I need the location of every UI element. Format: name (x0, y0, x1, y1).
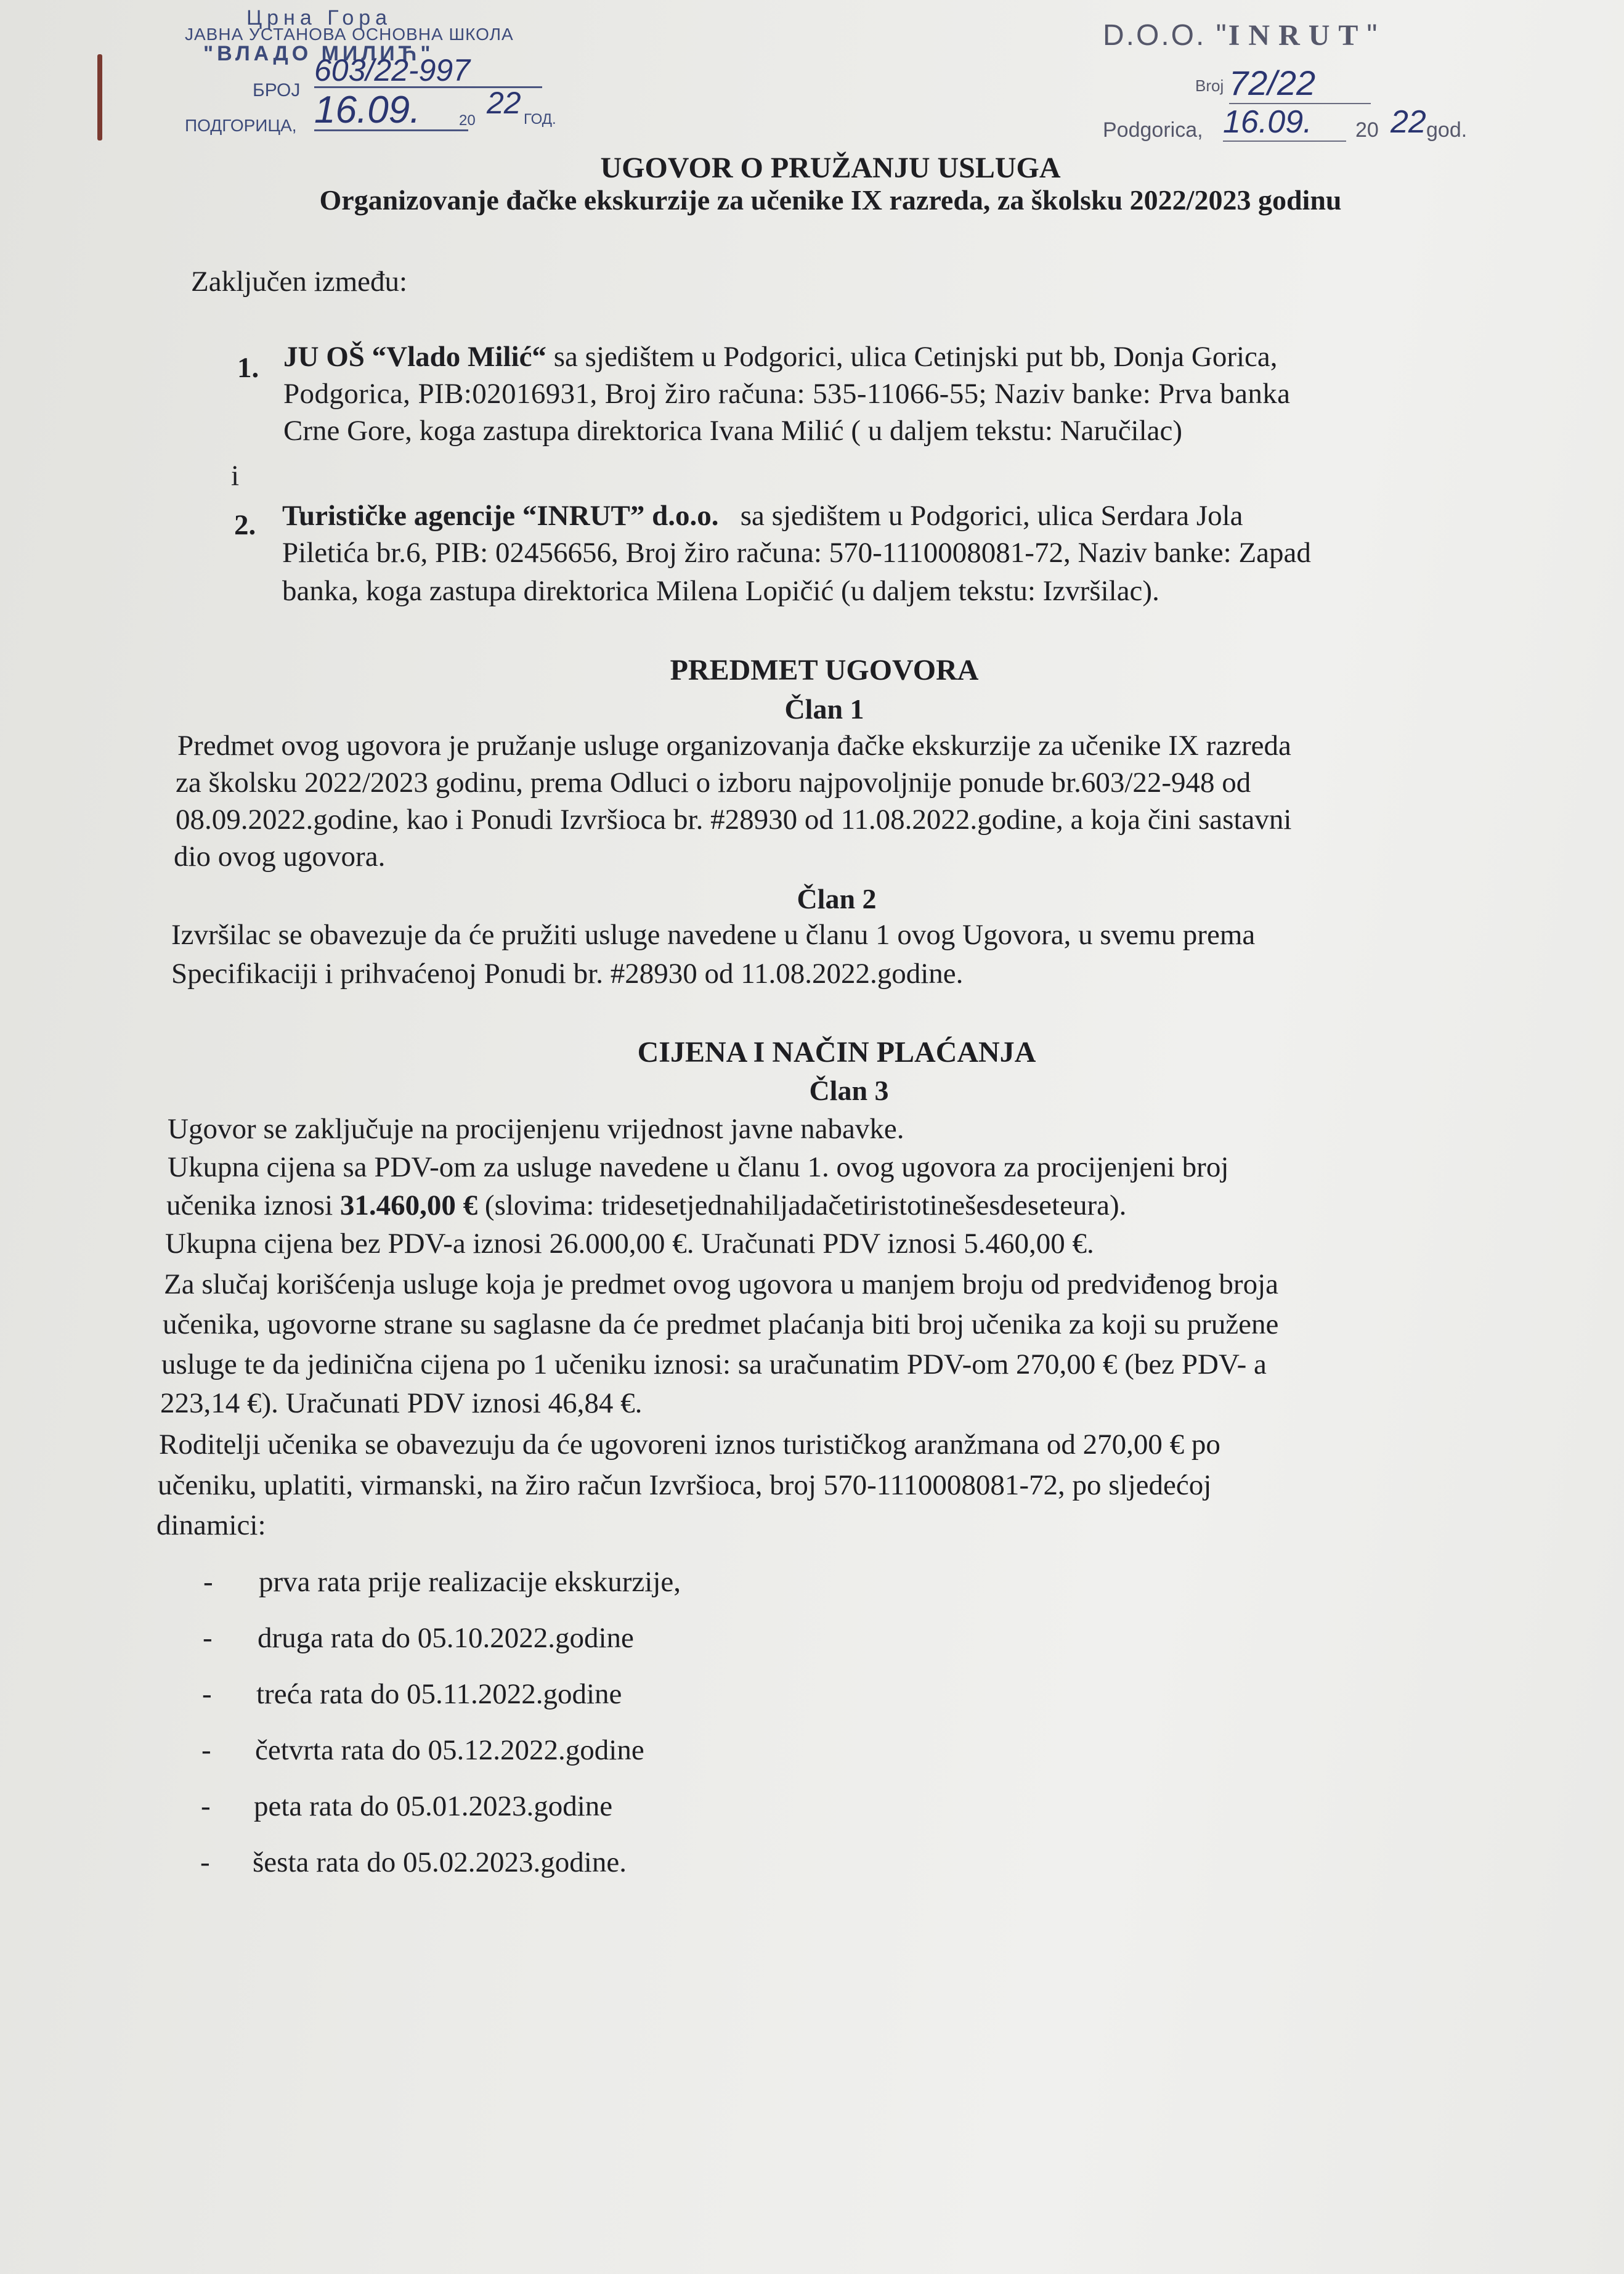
installment-item: druga rata do 05.10.2022.godine (258, 1622, 634, 1654)
agency-year-prefix: 20 (1355, 118, 1379, 142)
installment-dash: - (201, 1734, 211, 1766)
article-1-line1: Predmet ovog ugovora je pružanje usluge organizovanja đačke ekskurzije za učenike IX razreda (177, 730, 1291, 762)
article-1-line3: 08.09.2022.godine, kao i Ponudi Izvršioca br. #28930 od 11.08.2022.godine, a koja čini sastavni (176, 804, 1292, 836)
article-3-line11: dinamici: (156, 1509, 266, 1541)
stamp-year-prefix: 20 (459, 112, 476, 129)
red-pen-mark (97, 54, 102, 141)
stamp-god-label: ГОД. (524, 111, 556, 128)
installment-dash: - (203, 1622, 213, 1654)
article-3-line8: 223,14 €). Uračunati PDV iznosi 46,84 €. (160, 1387, 643, 1419)
agency-god-label: god. (1426, 118, 1468, 142)
article-2-heading: Član 2 (797, 883, 877, 915)
stamp-number-label: БРОЈ (253, 80, 301, 100)
installment-item: prva rata prije realizacije ekskurzije, (259, 1566, 681, 1598)
document-title: UGOVOR O PRUŽANJU USLUGA (600, 152, 1061, 184)
section-price-title: CIJENA I NAČIN PLAĆANJA (637, 1036, 1036, 1069)
stamp-handwritten-date: 16.09. (314, 91, 468, 131)
installment-item: treća rata do 05.11.2022.godine (256, 1678, 622, 1710)
article-1-line2: za školsku 2022/2023 godinu, prema Odluci o izboru najpovoljnije ponude br.603/22-948 od (176, 767, 1251, 799)
stamp-handwritten-year: 22 (487, 86, 521, 120)
document-subtitle: Organizovanje đačke ekskurzije za učenike IX razreda, za školsku 2022/2023 godinu (319, 184, 1342, 216)
section-subject-title: PREDMET UGOVORA (670, 654, 979, 687)
article-3-heading: Član 3 (809, 1075, 889, 1106)
article-3-line2: Ukupna cijena sa PDV-om za usluge navedene u članu 1. ovog ugovora za procijenjeni broj (168, 1151, 1229, 1183)
party2-line1: Turističke agencije “INRUT” d.o.o. sa sjedištem u Podgorici, ulica Serdara Jola (282, 500, 1243, 532)
agency-number-label: Broj (1195, 76, 1224, 95)
article-3-line5: Za slučaj korišćenja usluge koja je predmet ovog ugovora u manjem broju od predviđenog broja (164, 1268, 1278, 1300)
party1-line3: Crne Gore, koga zastupa direktorica Ivana Milić ( u daljem tekstu: Naručilac) (283, 415, 1183, 447)
article-2-line1: Izvršilac se obavezuje da će pružiti usluge navedene u članu 1 ovog Ugovora, u svemu prema (171, 919, 1256, 951)
agency-handwritten-date: 16.09. (1223, 104, 1346, 142)
article-3-line3: učenika iznosi 31.460,00 € (slovima: tridesetjednahiljadačetiristotinešesdeseteura). (166, 1189, 1127, 1221)
article-3-line1: Ugovor se zaključuje na procijenjenu vrijednost javne nabavke. (168, 1113, 904, 1145)
article-3-line10: učeniku, uplatiti, virmanski, na žiro račun Izvršioca, broj 570-1110008081-72, po sljedećoj (158, 1469, 1212, 1501)
installment-item: šesta rata do 05.02.2023.godine. (253, 1846, 627, 1878)
installment-dash: - (200, 1846, 210, 1878)
agency-company: D.O.O. "INRUT" (1103, 19, 1379, 52)
installment-dash: - (201, 1790, 211, 1822)
stamp-city-label: ПОДГОРИЦА, (185, 116, 297, 135)
article-3-line4: Ukupna cijena bez PDV-a iznosi 26.000,00 €. Uračunati PDV iznosi 5.460,00 €. (165, 1228, 1094, 1260)
installment-item: četvrta rata do 05.12.2022.godine (255, 1734, 644, 1766)
school-registry-stamp (179, 6, 561, 135)
agency-city-label: Podgorica, (1103, 118, 1203, 142)
article-3-line9: Roditelji učenika se obavezuju da će ugovoreni iznos turističkog aranžmana od 270,00 € po (159, 1428, 1220, 1461)
party2-line3: banka, koga zastupa direktorica Milena Lopičić (u daljem tekstu: Izvršilac). (282, 575, 1159, 607)
party1-number: 1. (237, 352, 259, 384)
party1-line2: Podgorica, PIB:02016931, Broj žiro računa: 535-11066-55; Naziv banke: Prva banka (283, 378, 1291, 410)
agency-handwritten-number: 72/22 (1229, 63, 1371, 104)
party2-line2: Piletića br.6, PIB: 02456656, Broj žiro računa: 570-1110008081-72, Naziv banke: Zapad (282, 537, 1311, 569)
and-conjunction: i (231, 460, 240, 492)
article-2-line2: Specifikaciji i prihvaćenoj Ponudi br. #28930 od 11.08.2022.godine. (171, 958, 964, 990)
article-3-line7: usluge te da jedinična cijena po 1 učeniku iznosi: sa uračunatim PDV-om 270,00 € (bez PDV- a (161, 1348, 1267, 1380)
stamp-handwritten-number: 603/22-997 (314, 54, 542, 88)
concluded-between: Zaključen između: (191, 266, 408, 298)
stamp-institution: ЈАВНА УСТАНОВА ОСНОВНА ШКОЛА (185, 25, 514, 44)
article-3-line6: učenika, ugovorne strane su saglasne da će predmet plaćanja biti broj učenika za koji su pružene (163, 1308, 1279, 1340)
party1-line1: JU OŠ “Vlado Milić“ sa sjedištem u Podgorici, ulica Cetinjski put bb, Donja Gorica, (283, 341, 1278, 373)
party2-number: 2. (234, 509, 256, 541)
stamp-school-name: "ВЛАДО МИЛИЋ" (203, 42, 434, 65)
article-1-line4: dio ovog ugovora. (174, 841, 386, 873)
stamp-country: Црна Гора (246, 6, 392, 30)
agency-registry-stamp (1097, 18, 1479, 142)
installment-item: peta rata do 05.01.2023.godine (254, 1790, 613, 1822)
article-1-heading: Član 1 (784, 693, 864, 725)
installment-dash: - (203, 1566, 213, 1598)
agency-handwritten-year: 22 (1391, 104, 1426, 140)
installment-dash: - (202, 1678, 212, 1710)
